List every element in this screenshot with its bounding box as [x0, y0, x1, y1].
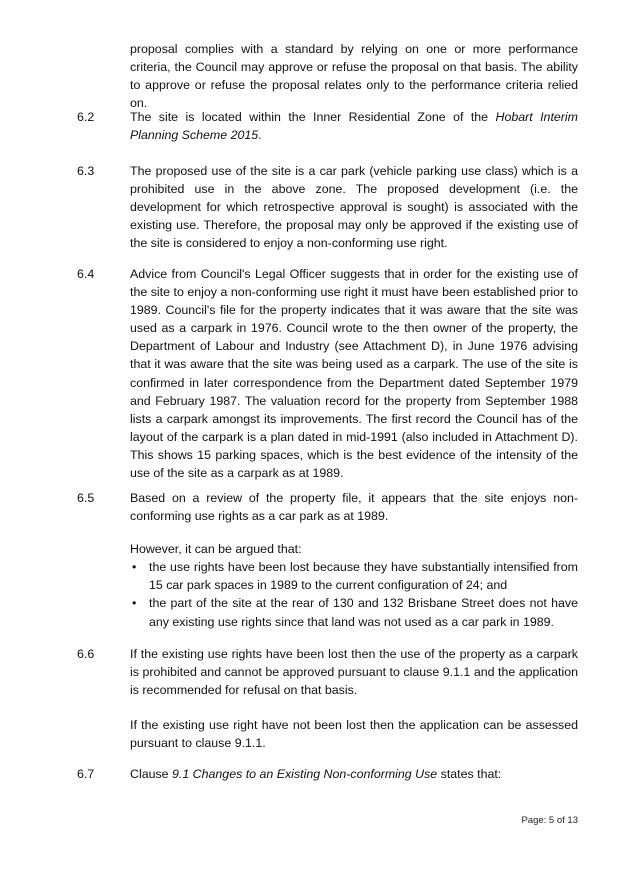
- argued-intro: However, it can be argued that:: [130, 542, 302, 557]
- section-6-4: [77, 265, 578, 482]
- list-item: • the use rights have been lost because they have substantially intensified from 15 car park spaces in 1989 to the current configuration of 24; and: [130, 558, 578, 594]
- section-number: 6.6: [77, 647, 95, 661]
- section-number: 6.7: [77, 767, 95, 781]
- bullet-list: [130, 558, 578, 630]
- section-6-3: [77, 162, 578, 252]
- section-text-2: If the existing use right have not been lost then the application can be assessed pursuant to clause 9.1.1.: [130, 718, 578, 751]
- section-text: If the existing use rights have been lost then the use of the property as a carpark is prohibited and cannot be approved pursuant to clause 9.1.1 and the application is recommended for refusal on that basis.: [130, 647, 578, 698]
- section-6-2: [77, 108, 578, 144]
- clause-name: 9.1 Changes to an Existing Non-conforming Use: [172, 767, 438, 781]
- list-item: • the part of the site at the rear of 130 and 132 Brisbane Street does not have any existing use rights since that land was not used as a car park in 1989.: [130, 594, 578, 630]
- section-text: Clause 9.1 Changes to an Existing Non-conforming Use states that:: [130, 767, 502, 781]
- section-6-5: [77, 489, 578, 631]
- section-text: Advice from Council's Legal Officer suggests that in order for the existing use of the site to enjoy a non-conforming use right it must have been established prior to 1989. Council's file for the property indicates that it was aware that the site was used as a carpark in 1976. Council wrote to the then owner of the property, the Department of Labour and Industry (see Attachment D), in June 1976 advising that it was aware that the site was being used as a carpark. The use of the site is confirmed in later correspondence from the Department dated September 1979 and February 1987. The valuation record for the property from September 1988 lists a carpark amongst its improvements. The first record the Council has of the layout of the carpark is a plan dated in mid-1991 (also included in Attachment D). This shows 15 parking spaces, which is the best evidence of the intensity of the use of the site as a carpark as at 1989.: [130, 267, 578, 481]
- section-text: Based on a review of the property file, it appears that the site enjoys non-conforming use rights as a car park as at 1989.: [130, 491, 578, 524]
- section-text: The site is located within the Inner Residential Zone of the Hobart Interim Planning Scheme 2015.: [130, 110, 578, 143]
- page-number: Page: 5 of 13: [521, 815, 578, 826]
- plan-name: Hobart Interim Planning Scheme 2015: [130, 110, 578, 143]
- section-number: 6.2: [77, 110, 95, 124]
- intro-paragraph: proposal complies with a standard by relying on one or more performance criteria, the Council may approve or refuse the proposal on that basis. The ability to approve or refuse the proposal relates only to the performance criteria relied on.: [130, 42, 578, 111]
- section-number: 6.3: [77, 164, 95, 178]
- section-number: 6.4: [77, 267, 95, 281]
- section-text: The proposed use of the site is a car park (vehicle parking use class) which is a prohibited use in the above zone. The proposed development (i.e. the development for which retrospective approval is sought) is associated with the existing use. Therefore, the proposal may only be approved if the existing use of the site is considered to enjoy a non-conforming use right.: [130, 164, 578, 251]
- section-6-7: [77, 765, 578, 783]
- section-6-6: [77, 645, 578, 752]
- section-number: 6.5: [77, 491, 95, 505]
